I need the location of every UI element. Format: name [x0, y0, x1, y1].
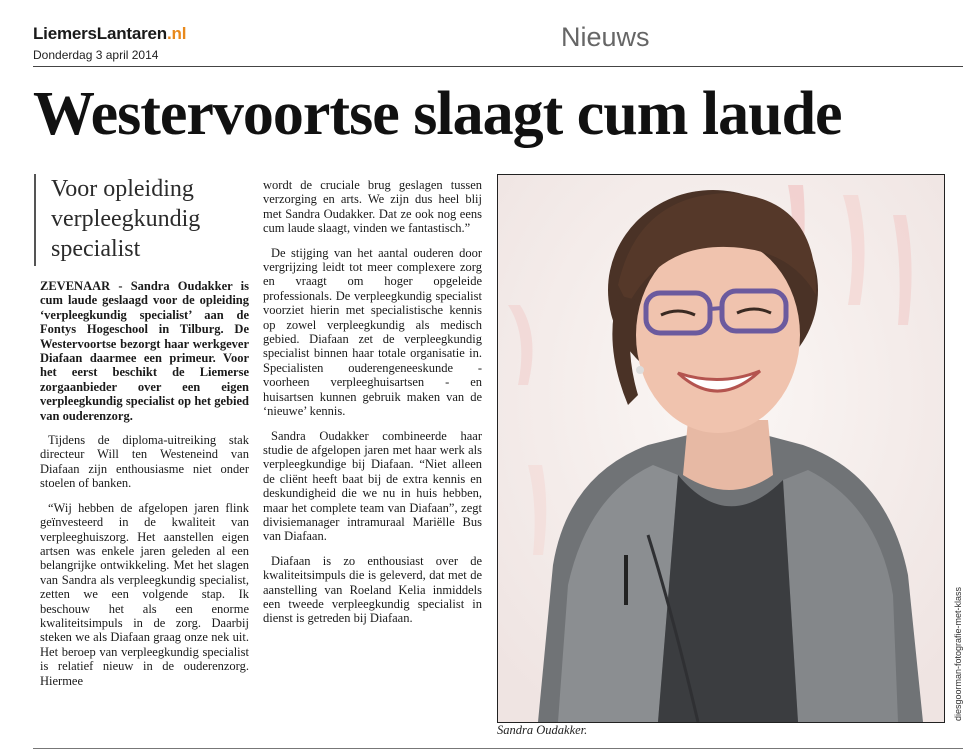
section-title: Nieuws — [561, 22, 650, 52]
portrait-illustration — [498, 175, 944, 722]
top-divider — [33, 66, 963, 67]
photo-caption: Sandra Oudakker. — [497, 723, 588, 737]
photo-credit: diesgoorman-fotografie-met-klass — [953, 586, 963, 721]
kicker-text: Voor opleiding verpleegkundig specialist — [51, 176, 201, 262]
body-paragraph: De stijging van het aantal ouderen door vergrijzing leidt tot meer complexere zorg en vraagt om hoger opgeleide professionals. De verpleegkundig specialist voorziet hierin met specialistische kennis op zowel verpleegkundig als medisch gebied. Diafaan zet de verpleegkundig specialist binnen haar totale organisatie in. Specialisten ouderengeneeskunde - voorheen verpleeghuisartsen - en huisartsen kunnen gebruik maken van de ‘nieuwe’ kennis. — [263, 245, 482, 419]
article-column-1 — [40, 279, 249, 698]
kicker — [34, 174, 271, 266]
article-photo — [497, 174, 945, 723]
lead-paragraph — [40, 279, 249, 423]
article-headline: Westervoortse slaagt cum laude — [33, 80, 842, 148]
body-paragraph: Diafaan is zo enthousiast over de kwaliteitsimpuls die is geleverd, dat met de aanstelling van Roeland Kelia inmiddels een tweede verpleegkundig specialist in dienst is getreden bij Diafaan. — [263, 553, 482, 626]
site-name-main: LiemersLantaren — [33, 24, 167, 43]
masthead — [33, 22, 963, 68]
lead-text: Sandra Oudakker is cum laude geslaagd voor de opleiding ‘verpleegkundig specialist’ aan de Fontys Hogeschool in Tilburg. De Westervoortse bezorgt haar werkgever Diafaan daarmee een primeur. Voor het eerst beschikt de Liemerse zorgaanbieder over een eigen verpleegkundig specialist op het gebied van ouderenzorg. — [40, 279, 249, 423]
site-logo[interactable] — [33, 24, 186, 44]
publication-date: Donderdag 3 april 2014 — [33, 48, 159, 62]
body-paragraph: wordt de cruciale brug geslagen tussen verzorging en arts. We zijn dus heel blij met Sandra Oudakker. Dat ze ook nog eens cum laude slaagt, vinden we fantastisch.” — [263, 178, 482, 236]
body-paragraph: Tijdens de diploma-uitreiking stak directeur Will ten Westeneind van Diafaan zijn enthousiasme niet onder stoelen of banken. — [40, 433, 249, 491]
article-column-2 — [263, 178, 482, 636]
bottom-divider — [33, 748, 963, 749]
dateline: ZEVENAAR - — [40, 279, 131, 293]
body-paragraph: Sandra Oudakker combineerde haar studie de afgelopen jaren met haar werk als verpleegkundige bij Diafaan. “Niet alleen de cliënt heeft baat bij de extra kennis en deskundigheid die we nu in huis hebben, maar het complete team van Diafaan”, zegt divisiemanager intramuraal Mariëlle Bus van Diafaan. — [263, 428, 482, 544]
body-paragraph: “Wij hebben de afgelopen jaren flink geïnvesteerd in de kwaliteit van verpleeghuiszorg. Het aanstellen eigen artsen was enkele jaren geleden al een belangrijke ontwikkeling. Met het slagen van Sandra als verpleegkundig specialist, zetten we een volgende stap. Ik beschouw het als een enorme kwaliteitsimpuls in de zorg. Daarbij steken we als Diafaan graag onze nek uit. Het beroep van verpleegkundig specialist is relatief nieuw in de ouderenzorg. Hiermee — [40, 500, 249, 688]
site-name-tld: .nl — [167, 24, 187, 43]
